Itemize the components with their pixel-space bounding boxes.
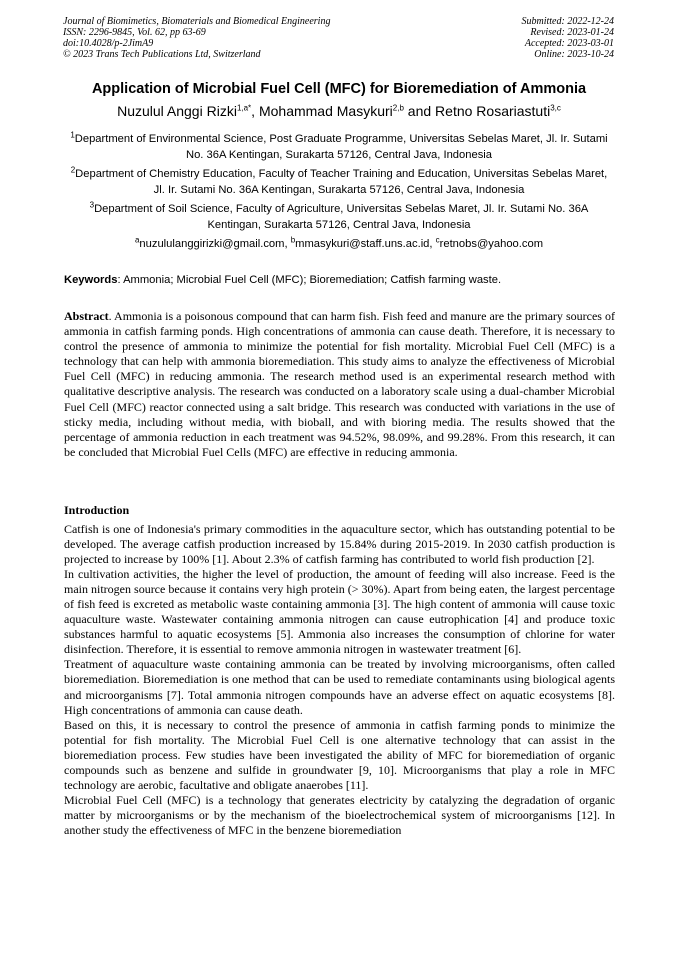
affiliation-superscript: 2 <box>70 165 76 175</box>
author-superscript: 2,b <box>392 103 404 113</box>
keywords <box>64 274 615 286</box>
journal-header-right <box>522 16 615 60</box>
body-paragraph: In cultivation activities, the higher the level of production, the amount of feeding will also increase. Feed is the main nitrogen source because it contains very high protein (> 30%). Apart from being eaten, the largest percentage of fish feed is excreted as metabolic waste containing ammonia [3]. The high content of ammonia will cause toxic aquaculture waste. Wastewater containing ammonia nitrogen can cause eutrophication [4] and produce toxic substances harmful to aquatic ecosystems [5]. Ammonia also increases the consumption of chlorine for water disinfection. Therefore, it is essential to remove ammonia nitrogen in wastewater treatment [6]. <box>64 567 615 657</box>
journal-header-left <box>63 16 330 60</box>
email-superscript: c <box>435 235 440 245</box>
body-paragraph: Catfish is one of Indonesia's primary commodities in the aquaculture sector, which has outstanding potential to be developed. The average catfish production increased by 15.84% during 2015-2019. In 2030 catfish production is projected to increase by 100% [1]. About 2.3% of catfish farming has contributed to world fish production [2]. <box>64 522 615 567</box>
author-emails <box>40 235 638 250</box>
author-separator: and <box>403 103 436 119</box>
abstract <box>64 309 615 460</box>
email-superscript: a <box>134 235 140 245</box>
journal-name: Journal of Biomimetics, Biomaterials and Biomedical Engineering <box>63 16 331 27</box>
keywords-text: : Ammonia; Microbial Fuel Cell (MFC); Bioremediation; Catfish farming waste. <box>117 274 502 286</box>
affiliation-superscript: 3 <box>89 200 95 210</box>
author-name: Retno Rosariastuti <box>435 103 551 119</box>
introduction-body <box>64 522 615 838</box>
journal-issn: ISSN: 2296-9845, Vol. 62, pp 63-69 <box>63 27 206 38</box>
affiliation <box>68 201 610 233</box>
affiliation-text: Department of Soil Science, Faculty of Agriculture, Universitas Sebelas Maret, Jl. Ir. Sutami No. 36A Kentingan, Surakarta 57126, Central Java, Indonesia <box>94 203 589 231</box>
author-superscript: 3,c <box>550 103 561 113</box>
email-separator: , <box>284 238 291 250</box>
author-superscript: 1,a* <box>236 103 252 113</box>
email-separator: , <box>429 238 436 250</box>
author-list <box>30 103 648 119</box>
affiliation-text: Department of Environmental Science, Post Graduate Programme, Universitas Sebelas Maret, Jl. Ir. Sutami No. 36A Kentingan, Surakarta 57126, Central Java, Indonesia <box>74 133 608 161</box>
abstract-label: Abstract <box>64 309 109 323</box>
affiliation <box>68 166 610 198</box>
body-paragraph: Based on this, it is necessary to control the presence of ammonia in catfish farming ponds to minimize the potential for fish mortality. The Microbial Fuel Cell is one alternative technology that can assist in the bioremediation process. Few studies have been investigated the ability of MFC for bioremediation of organic compounds such as benzene and sulfide in groundwater [9, 10]. Microorganisms that play a role in MFC technology are aerobic, facultative and obligate anaerobes [11]. <box>64 717 615 792</box>
paper-title: Application of Microbial Fuel Cell (MFC) for Bioremediation of Ammonia <box>91 81 587 97</box>
date-accepted: Accepted: 2023-03-01 <box>524 38 614 49</box>
author-name: Mohammad Masykuri <box>258 103 393 119</box>
affiliation-superscript: 1 <box>70 130 75 140</box>
email-superscript: b <box>290 235 296 245</box>
affiliation <box>68 131 610 163</box>
keywords-label: Keywords <box>64 274 118 286</box>
affiliation-text: Department of Chemistry Education, Faculty of Teacher Training and Education, Universitas Sebelas Maret, Jl. Ir. Sutami No. 36A Kentingan, Surakarta 57126, Central Java, Indonesia <box>75 168 608 196</box>
journal-doi: doi:10.4028/p-2JimA9 <box>63 38 154 49</box>
author-separator: , <box>251 103 259 119</box>
section-heading: Introduction <box>64 503 130 517</box>
date-online: Online: 2023-10-24 <box>534 49 614 60</box>
body-paragraph: Treatment of aquaculture waste containing ammonia can be treated by involving microorganisms, often called bioremediation. Bioremediation is one method that can be used to remediate contaminants using biological agents and microorganisms [7]. Total ammonia nitrogen compounds have an adverse effect on aquatic ecosystems [8]. High concentrations of ammonia can cause death. <box>64 657 615 717</box>
email-address[interactable]: nuzululanggirizki@gmail.com <box>139 238 285 250</box>
abstract-text: . Ammonia is a poisonous compound that can harm fish. Fish feed and manure are the primary sources of ammonia in catfish farming ponds. High concentrations of ammonia can cause death. Therefore, it is necessary to control the presence of ammonia to minimize the potential for fish mortality. Microbial Fuel Cell (MFC) is a technology that can help with ammonia bioremediation. This study aims to analyze the effectiveness of Microbial Fuel Cell (MFC) in reducing ammonia. The research method used is an experimental research method with qualitative descriptive analysis. The research was conducted on a laboratory scale using a dual-chamber Microbial Fuel Cell (MFC) reactor connected using a salt bridge. This research was conducted with variations in the use of sticky media, including without media, with bioball, and with bioring media. The results showed that the percentage of ammonia reduction in each treatment was 94.52%, 98.09%, and 99.28%. From this research, it can be concluded that Microbial Fuel Cells (MFC) are effective in reducing ammonia. <box>64 309 615 459</box>
email-address[interactable]: retnobs@yahoo.com <box>439 238 544 250</box>
date-submitted: Submitted: 2022-12-24 <box>521 16 614 27</box>
journal-copyright: © 2023 Trans Tech Publications Ltd, Switzerland <box>63 49 261 60</box>
date-revised: Revised: 2023-01-24 <box>530 27 614 38</box>
body-paragraph: Microbial Fuel Cell (MFC) is a technology that generates electricity by catalyzing the degradation of organic matter by microorganisms or by the mechanism of the bioelectrochemical system of microorganisms [12]. In another study the effectiveness of MFC in the benzene bioremediation <box>64 792 615 837</box>
email-address[interactable]: mmasykuri@staff.uns.ac.id <box>295 238 430 250</box>
author-name: Nuzulul Anggi Rizki <box>117 103 237 119</box>
